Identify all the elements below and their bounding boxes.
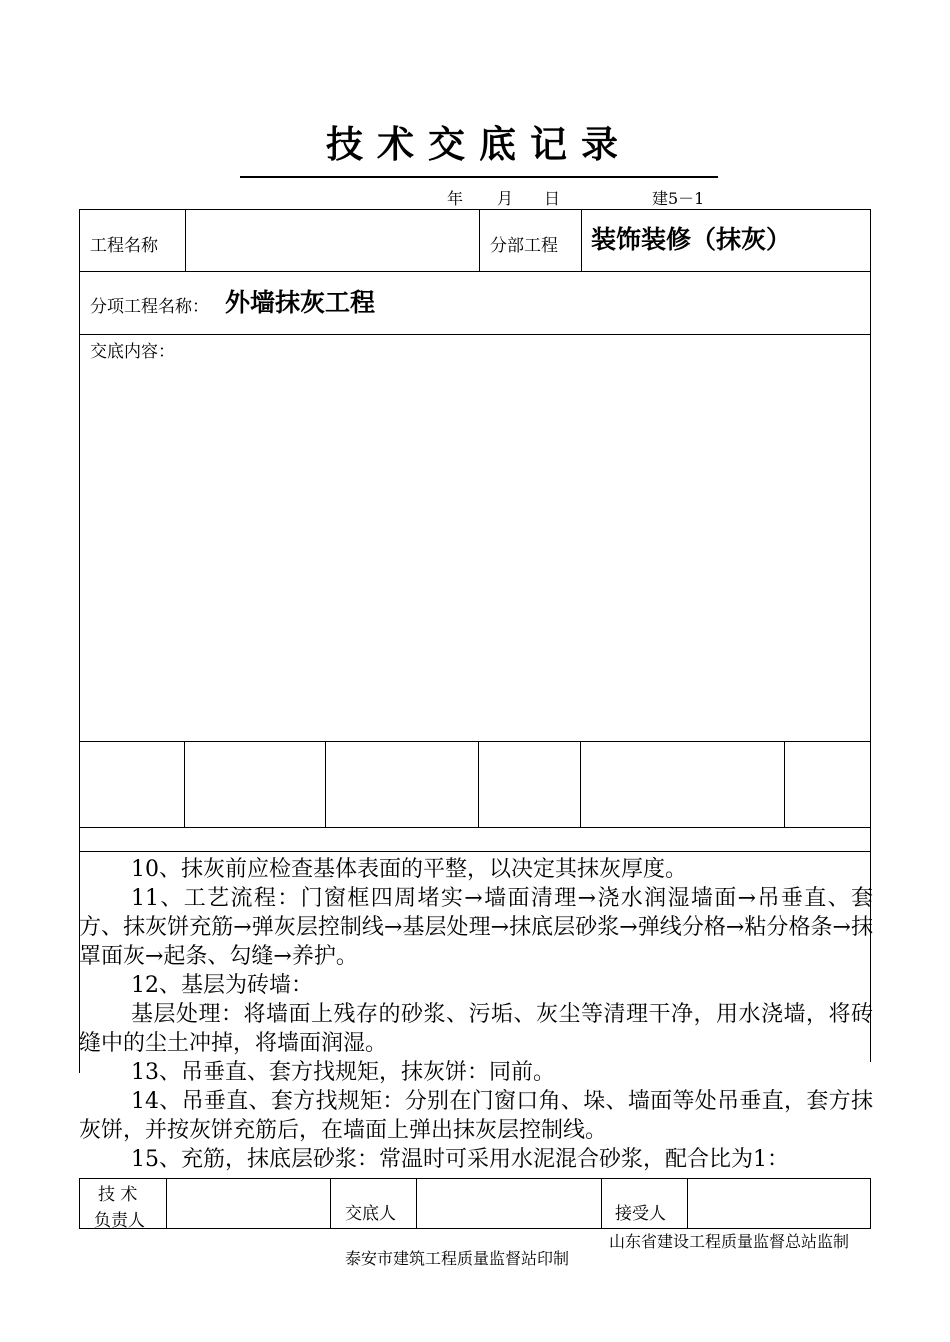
sub-project-label: 分部工程 bbox=[490, 236, 558, 256]
receiver-label: 接受人 bbox=[615, 1204, 666, 1224]
day-label: 日 bbox=[544, 189, 561, 208]
content-paragraph: 13、吊垂直、套方找规矩，抹灰饼：同前。 bbox=[131, 1060, 555, 1085]
item-name-value[interactable]: 外墙抹灰工程 bbox=[225, 288, 376, 317]
content-label: 交底内容： bbox=[90, 342, 175, 362]
tech-lead-label: 技 术 bbox=[98, 1185, 138, 1205]
month-label: 月 bbox=[497, 189, 514, 208]
signature-row bbox=[79, 1178, 871, 1229]
content-paragraph: 基层处理：将墙面上残存的砂浆、污垢、灰尘等清理干净，用水浇墙，将砖缝中的尘土冲掉，将墙面润湿。 bbox=[79, 1002, 873, 1056]
content-paragraph: 15、充筋，抹底层砂浆：常温时可采用水泥混合砂浆，配合比为1： bbox=[131, 1147, 789, 1172]
sub-project-value[interactable]: 装饰装修（抹灰） bbox=[591, 225, 792, 254]
project-row bbox=[79, 209, 871, 272]
content-paragraph: 11、工艺流程：门窗框四周堵实→墙面清理→浇水润湿墙面→吊垂直、套方、抹灰饼充筋→弹灰层控制线→基层处理→抹底层砂浆→弹线分格→粘分格条→抹罩面灰→起条、勾缝→养护。 bbox=[79, 886, 873, 969]
content-paragraph: 12、基层为砖墙： bbox=[131, 973, 313, 998]
document-title: 技术交底记录 bbox=[240, 118, 718, 178]
printer-note: 泰安市建筑工程质量监督站印制 bbox=[345, 1249, 570, 1268]
item-name-row bbox=[79, 271, 871, 335]
disclosure-content bbox=[79, 855, 873, 1174]
year-label: 年 bbox=[447, 189, 464, 208]
item-name-label: 分项工程名称： bbox=[90, 297, 209, 317]
content-paragraph: 10、抹灰前应检查基体表面的平整，以决定其抹灰厚度。 bbox=[131, 857, 687, 882]
project-name-label: 工程名称 bbox=[90, 236, 158, 256]
content-paragraph: 14、吊垂直、套方找规矩：分别在门窗口角、垛、墙面等处吊垂直，套方抹灰饼，并按灰饼充筋后，在墙面上弹出抹灰层控制线。 bbox=[79, 1089, 873, 1143]
supervisor-note: 山东省建设工程质量监督总站监制 bbox=[609, 1232, 850, 1251]
discloser-label: 交底人 bbox=[345, 1204, 396, 1224]
content-area bbox=[79, 334, 871, 742]
form-code: 建5－1 bbox=[652, 189, 705, 208]
tech-lead-label: 负责人 bbox=[94, 1211, 145, 1231]
